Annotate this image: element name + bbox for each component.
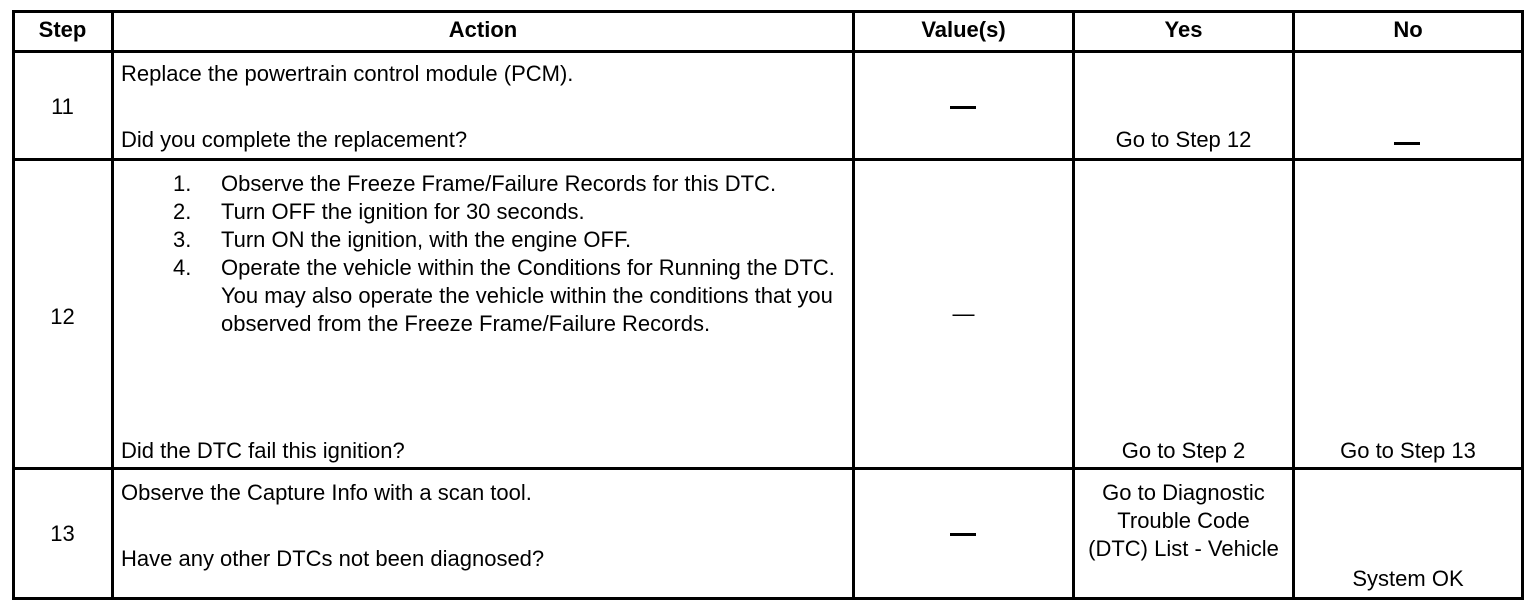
row-divider: [12, 467, 1524, 470]
action-question: Did the DTC fail this ignition?: [121, 438, 405, 463]
step-number: 13: [50, 521, 75, 546]
header-action: Action: [448, 17, 518, 42]
step-number: 12: [50, 304, 75, 329]
action-steps: [121, 170, 841, 338]
action-question: Have any other DTCs not been diagnosed?: [121, 546, 545, 571]
value-dash: [950, 106, 976, 109]
row-divider: [12, 158, 1524, 161]
action-text: Observe the Capture Info with a scan tool.: [121, 480, 532, 505]
list-item: 1. Observe the Freeze Frame/Failure Records for this DTC.: [173, 171, 777, 196]
value-dash: [950, 533, 976, 536]
yes-action: Go to Diagnostic Trouble Code (DTC) List - Vehicle: [1088, 480, 1279, 561]
column-divider: [1292, 10, 1295, 600]
header-no: No: [1393, 17, 1423, 42]
header-yes: Yes: [1164, 17, 1203, 42]
no-action: Go to Step 13: [1340, 438, 1476, 463]
header-step: Step: [38, 17, 87, 42]
no-action: System OK: [1352, 566, 1464, 591]
action-question: Did you complete the replacement?: [121, 127, 468, 152]
no-dash: [1394, 142, 1420, 145]
header-values: Value(s): [921, 17, 1006, 42]
list-item: 2. Turn OFF the ignition for 30 seconds.: [173, 199, 585, 224]
list-item: 3. Turn ON the ignition, with the engine OFF.: [173, 227, 632, 252]
step-number: 11: [51, 94, 74, 119]
value-dash: —: [952, 301, 975, 326]
column-divider: [1072, 10, 1075, 600]
steps-list: [121, 170, 841, 338]
row-divider: [12, 50, 1524, 53]
yes-action: Go to Step 12: [1115, 127, 1252, 152]
list-item: 4. Operate the vehicle within the Conditions for Running the DTC. You may also operate the vehicle within the conditions that you observed from the Freeze Frame/Failure Records.: [173, 255, 835, 336]
yes-action: Go to Step 2: [1121, 438, 1246, 463]
action-text: Replace the powertrain control module (PCM).: [121, 61, 574, 86]
column-divider: [111, 10, 114, 600]
